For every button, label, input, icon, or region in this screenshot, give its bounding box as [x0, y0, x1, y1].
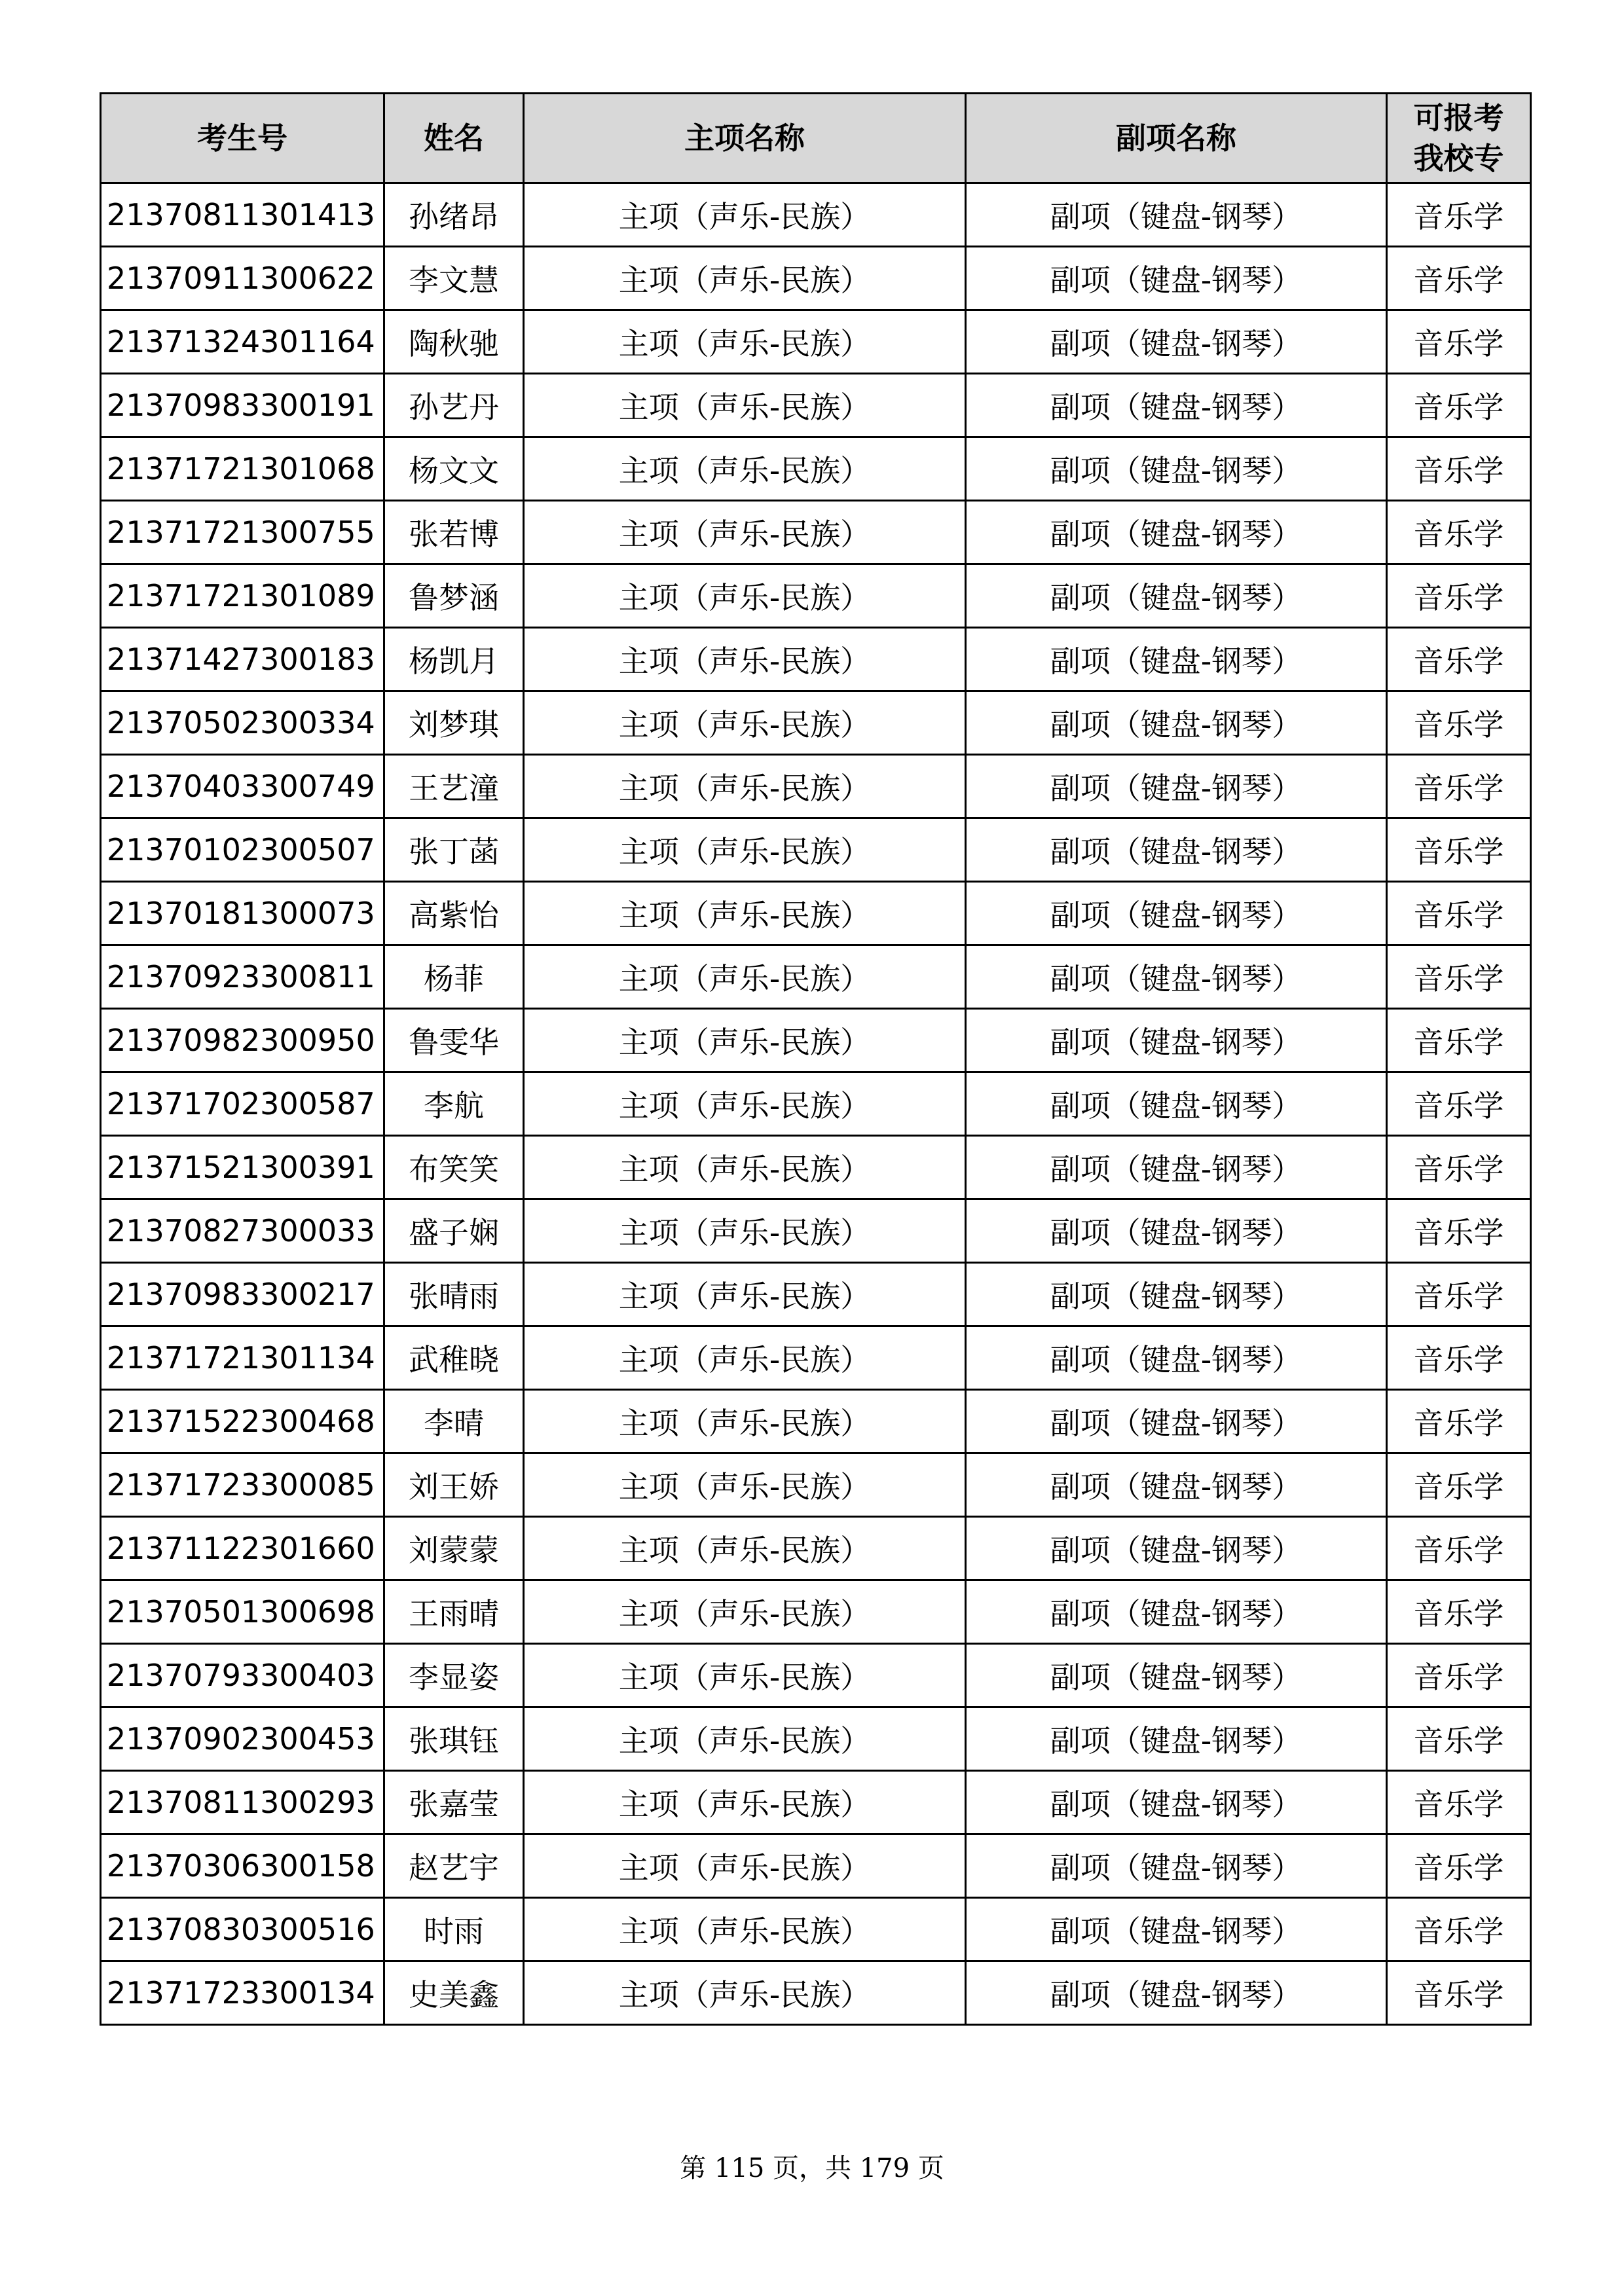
table-row	[101, 1898, 1531, 1961]
sub-item-cell: 副项（键盘-钢琴）	[966, 1961, 1387, 2025]
student-name-cell: 陶秋驰	[384, 310, 524, 374]
eligible-major-cell: 音乐学	[1387, 1707, 1531, 1771]
student-name-cell: 张嘉莹	[384, 1771, 524, 1834]
exam-number-cell: 21370983300217	[101, 1263, 384, 1326]
header-exam-number: 考生号	[101, 94, 384, 183]
student-name-cell: 王雨晴	[384, 1580, 524, 1644]
sub-item-cell: 副项（键盘-钢琴）	[966, 1898, 1387, 1961]
table-header	[101, 94, 1531, 183]
main-item-cell: 主项（声乐-民族）	[524, 1898, 966, 1961]
eligible-major-cell: 音乐学	[1387, 628, 1531, 691]
header-main-item: 主项名称	[524, 94, 966, 183]
eligible-major-cell: 音乐学	[1387, 183, 1531, 247]
table-row	[101, 374, 1531, 437]
main-item-cell: 主项（声乐-民族）	[524, 818, 966, 882]
sub-item-cell: 副项（键盘-钢琴）	[966, 755, 1387, 818]
table-row	[101, 1009, 1531, 1072]
student-name-cell: 张晴雨	[384, 1263, 524, 1326]
main-item-cell: 主项（声乐-民族）	[524, 247, 966, 310]
sub-item-cell: 副项（键盘-钢琴）	[966, 247, 1387, 310]
sub-item-cell: 副项（键盘-钢琴）	[966, 1453, 1387, 1517]
sub-item-cell: 副项（键盘-钢琴）	[966, 1263, 1387, 1326]
exam-number-cell: 21370811301413	[101, 183, 384, 247]
sub-item-cell: 副项（键盘-钢琴）	[966, 1517, 1387, 1580]
table-row	[101, 1326, 1531, 1390]
eligible-major-cell: 音乐学	[1387, 1326, 1531, 1390]
eligible-major-cell: 音乐学	[1387, 1072, 1531, 1136]
main-item-cell: 主项（声乐-民族）	[524, 945, 966, 1009]
table-row	[101, 1707, 1531, 1771]
sub-item-cell: 副项（键盘-钢琴）	[966, 310, 1387, 374]
student-name-cell: 鲁雯华	[384, 1009, 524, 1072]
student-name-cell: 杨菲	[384, 945, 524, 1009]
exam-number-cell: 21371721301134	[101, 1326, 384, 1390]
student-name-cell: 盛子娴	[384, 1199, 524, 1263]
student-name-cell: 孙艺丹	[384, 374, 524, 437]
sub-item-cell: 副项（键盘-钢琴）	[966, 818, 1387, 882]
main-item-cell: 主项（声乐-民族）	[524, 1580, 966, 1644]
exam-number-cell: 21370502300334	[101, 691, 384, 755]
header-name: 姓名	[384, 94, 524, 183]
exam-number-cell: 21371702300587	[101, 1072, 384, 1136]
header-sub-item: 副项名称	[966, 94, 1387, 183]
eligible-major-cell: 音乐学	[1387, 1644, 1531, 1707]
student-name-cell: 布笑笑	[384, 1136, 524, 1199]
table-row	[101, 247, 1531, 310]
student-name-cell: 李航	[384, 1072, 524, 1136]
eligible-major-cell: 音乐学	[1387, 1834, 1531, 1898]
main-item-cell: 主项（声乐-民族）	[524, 1834, 966, 1898]
eligible-major-cell: 音乐学	[1387, 1009, 1531, 1072]
sub-item-cell: 副项（键盘-钢琴）	[966, 1390, 1387, 1453]
table-row	[101, 882, 1531, 945]
main-item-cell: 主项（声乐-民族）	[524, 374, 966, 437]
exam-number-cell: 21370102300507	[101, 818, 384, 882]
sub-item-cell: 副项（键盘-钢琴）	[966, 1580, 1387, 1644]
main-item-cell: 主项（声乐-民族）	[524, 1136, 966, 1199]
exam-number-cell: 21370827300033	[101, 1199, 384, 1263]
exam-number-cell: 21370306300158	[101, 1834, 384, 1898]
student-name-cell: 杨文文	[384, 437, 524, 501]
main-item-cell: 主项（声乐-民族）	[524, 1644, 966, 1707]
main-item-cell: 主项（声乐-民族）	[524, 1961, 966, 2025]
sub-item-cell: 副项（键盘-钢琴）	[966, 437, 1387, 501]
student-name-cell: 史美鑫	[384, 1961, 524, 2025]
eligible-major-cell: 音乐学	[1387, 247, 1531, 310]
main-item-cell: 主项（声乐-民族）	[524, 1771, 966, 1834]
page-footer: 第 115 页，共 179 页	[680, 2153, 944, 2183]
sub-item-cell: 副项（键盘-钢琴）	[966, 1009, 1387, 1072]
eligible-major-cell: 音乐学	[1387, 501, 1531, 564]
table-row	[101, 1517, 1531, 1580]
exam-number-cell: 21370811300293	[101, 1771, 384, 1834]
table-row	[101, 945, 1531, 1009]
exam-number-cell: 21370983300191	[101, 374, 384, 437]
eligible-major-cell: 音乐学	[1387, 1517, 1531, 1580]
eligible-major-cell: 音乐学	[1387, 1263, 1531, 1326]
sub-item-cell: 副项（键盘-钢琴）	[966, 945, 1387, 1009]
sub-item-cell: 副项（键盘-钢琴）	[966, 501, 1387, 564]
table-row	[101, 183, 1531, 247]
exam-number-cell: 21371521300391	[101, 1136, 384, 1199]
main-item-cell: 主项（声乐-民族）	[524, 501, 966, 564]
main-item-cell: 主项（声乐-民族）	[524, 1072, 966, 1136]
eligible-major-cell: 音乐学	[1387, 945, 1531, 1009]
table-row	[101, 1961, 1531, 2025]
main-item-cell: 主项（声乐-民族）	[524, 1009, 966, 1072]
main-item-cell: 主项（声乐-民族）	[524, 183, 966, 247]
student-name-cell: 时雨	[384, 1898, 524, 1961]
table-row	[101, 1580, 1531, 1644]
eligible-major-cell: 音乐学	[1387, 1961, 1531, 2025]
exam-number-cell: 21371721301089	[101, 564, 384, 628]
table-row	[101, 1771, 1531, 1834]
main-item-cell: 主项（声乐-民族）	[524, 1199, 966, 1263]
table-row	[101, 755, 1531, 818]
table-row	[101, 501, 1531, 564]
exam-number-cell: 21371723300134	[101, 1961, 384, 2025]
main-item-cell: 主项（声乐-民族）	[524, 628, 966, 691]
main-item-cell: 主项（声乐-民族）	[524, 882, 966, 945]
student-name-cell: 刘王娇	[384, 1453, 524, 1517]
main-item-cell: 主项（声乐-民族）	[524, 564, 966, 628]
student-name-cell: 张若博	[384, 501, 524, 564]
eligible-major-cell: 音乐学	[1387, 1771, 1531, 1834]
table-row	[101, 564, 1531, 628]
eligible-major-cell: 音乐学	[1387, 691, 1531, 755]
table-row	[101, 1199, 1531, 1263]
eligible-major-cell: 音乐学	[1387, 564, 1531, 628]
exam-number-cell: 21370923300811	[101, 945, 384, 1009]
exam-number-cell: 21370830300516	[101, 1898, 384, 1961]
eligible-major-cell: 音乐学	[1387, 437, 1531, 501]
table-body	[101, 183, 1531, 2025]
eligible-major-cell: 音乐学	[1387, 1453, 1531, 1517]
sub-item-cell: 副项（键盘-钢琴）	[966, 183, 1387, 247]
student-name-cell: 赵艺宇	[384, 1834, 524, 1898]
student-name-cell: 杨凯月	[384, 628, 524, 691]
student-name-cell: 武稚晓	[384, 1326, 524, 1390]
header-eligible-major	[1387, 94, 1531, 183]
main-item-cell: 主项（声乐-民族）	[524, 1326, 966, 1390]
eligible-major-cell: 音乐学	[1387, 310, 1531, 374]
exam-number-cell: 21370911300622	[101, 247, 384, 310]
eligible-major-cell: 音乐学	[1387, 818, 1531, 882]
sub-item-cell: 副项（键盘-钢琴）	[966, 1072, 1387, 1136]
table-row	[101, 1136, 1531, 1199]
sub-item-cell: 副项（键盘-钢琴）	[966, 1834, 1387, 1898]
student-name-cell: 李晴	[384, 1390, 524, 1453]
main-item-cell: 主项（声乐-民族）	[524, 437, 966, 501]
eligible-major-cell: 音乐学	[1387, 1199, 1531, 1263]
student-name-cell: 李显姿	[384, 1644, 524, 1707]
eligible-major-cell: 音乐学	[1387, 1898, 1531, 1961]
exam-number-cell: 21371721300755	[101, 501, 384, 564]
table-row	[101, 1263, 1531, 1326]
eligible-major-cell: 音乐学	[1387, 1390, 1531, 1453]
header-eligible-major-label: 可报考我校专	[1413, 100, 1504, 176]
table-row	[101, 1834, 1531, 1898]
exam-number-cell: 21370793300403	[101, 1644, 384, 1707]
exam-number-cell: 21371522300468	[101, 1390, 384, 1453]
student-name-cell: 孙绪昂	[384, 183, 524, 247]
main-item-cell: 主项（声乐-民族）	[524, 1517, 966, 1580]
sub-item-cell: 副项（键盘-钢琴）	[966, 1326, 1387, 1390]
exam-number-cell: 21370181300073	[101, 882, 384, 945]
sub-item-cell: 副项（键盘-钢琴）	[966, 1644, 1387, 1707]
exam-number-cell: 21371324301164	[101, 310, 384, 374]
student-name-cell: 刘蒙蒙	[384, 1517, 524, 1580]
student-name-cell: 张丁菡	[384, 818, 524, 882]
table-row	[101, 818, 1531, 882]
student-name-cell: 高紫怡	[384, 882, 524, 945]
exam-number-cell: 21370902300453	[101, 1707, 384, 1771]
exam-number-cell: 21371427300183	[101, 628, 384, 691]
table-row	[101, 628, 1531, 691]
main-item-cell: 主项（声乐-民族）	[524, 1707, 966, 1771]
student-name-cell: 鲁梦涵	[384, 564, 524, 628]
table-row	[101, 1390, 1531, 1453]
sub-item-cell: 副项（键盘-钢琴）	[966, 1707, 1387, 1771]
eligible-major-cell: 音乐学	[1387, 1580, 1531, 1644]
main-item-cell: 主项（声乐-民族）	[524, 1390, 966, 1453]
eligible-major-cell: 音乐学	[1387, 755, 1531, 818]
sub-item-cell: 副项（键盘-钢琴）	[966, 564, 1387, 628]
student-name-cell: 张琪钰	[384, 1707, 524, 1771]
sub-item-cell: 副项（键盘-钢琴）	[966, 374, 1387, 437]
main-item-cell: 主项（声乐-民族）	[524, 1263, 966, 1326]
main-item-cell: 主项（声乐-民族）	[524, 1453, 966, 1517]
sub-item-cell: 副项（键盘-钢琴）	[966, 1771, 1387, 1834]
exam-number-cell: 21370403300749	[101, 755, 384, 818]
eligible-major-cell: 音乐学	[1387, 374, 1531, 437]
table-row	[101, 437, 1531, 501]
student-name-cell: 李文慧	[384, 247, 524, 310]
eligible-major-cell: 音乐学	[1387, 1136, 1531, 1199]
sub-item-cell: 副项（键盘-钢琴）	[966, 628, 1387, 691]
exam-number-cell: 21370501300698	[101, 1580, 384, 1644]
table-row	[101, 1453, 1531, 1517]
sub-item-cell: 副项（键盘-钢琴）	[966, 1199, 1387, 1263]
main-item-cell: 主项（声乐-民族）	[524, 691, 966, 755]
table-row	[101, 310, 1531, 374]
admission-table	[100, 92, 1532, 2026]
student-name-cell: 刘梦琪	[384, 691, 524, 755]
table-row	[101, 1072, 1531, 1136]
exam-number-cell: 21370982300950	[101, 1009, 384, 1072]
exam-number-cell: 21371721301068	[101, 437, 384, 501]
main-item-cell: 主项（声乐-民族）	[524, 755, 966, 818]
table-row	[101, 1644, 1531, 1707]
sub-item-cell: 副项（键盘-钢琴）	[966, 1136, 1387, 1199]
exam-number-cell: 21371723300085	[101, 1453, 384, 1517]
table-row	[101, 691, 1531, 755]
sub-item-cell: 副项（键盘-钢琴）	[966, 691, 1387, 755]
main-item-cell: 主项（声乐-民族）	[524, 310, 966, 374]
exam-number-cell: 21371122301660	[101, 1517, 384, 1580]
eligible-major-cell: 音乐学	[1387, 882, 1531, 945]
student-name-cell: 王艺潼	[384, 755, 524, 818]
header-row	[101, 94, 1531, 183]
sub-item-cell: 副项（键盘-钢琴）	[966, 882, 1387, 945]
